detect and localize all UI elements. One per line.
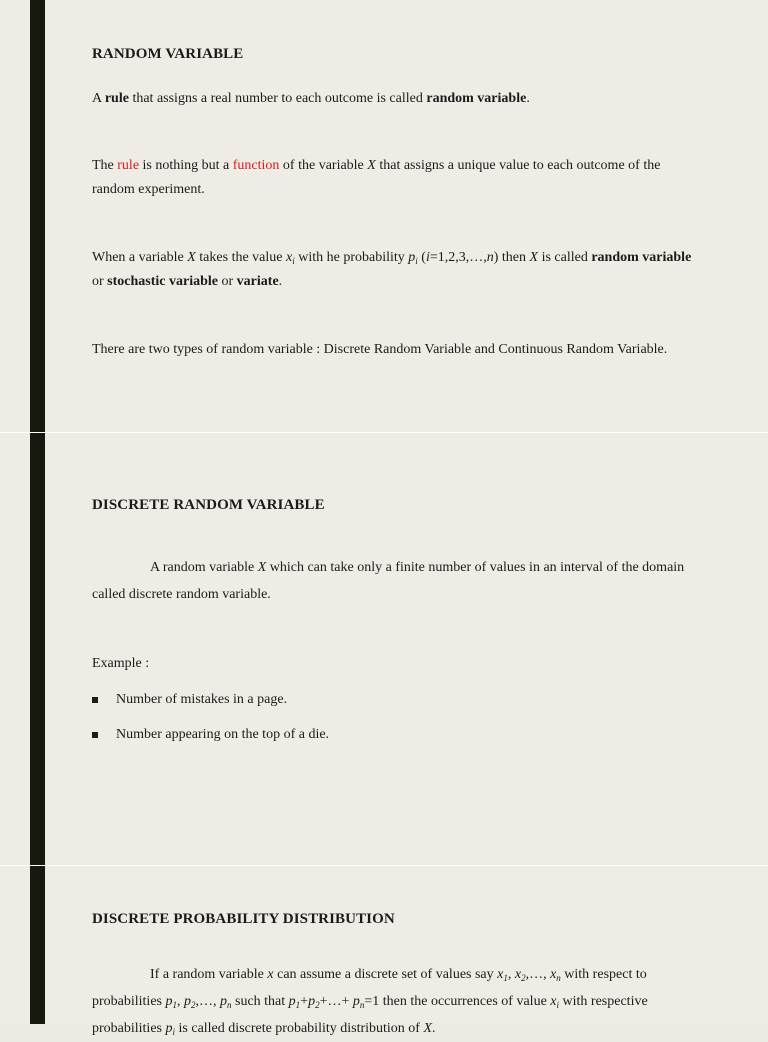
list-item: Number of mistakes in a page. [92,688,698,712]
slide-discrete-random-variable [0,433,768,865]
slide-content [92,495,698,742]
slide-accent-bar [30,0,45,432]
list-item: Number appearing on the top of a die. [92,723,698,747]
paragraph-discrete-definition: A random variable X which can take only a finite number of values in an interval of the domain called discrete random variable. [92,560,685,602]
bullet-square-icon [92,732,98,738]
slide-accent-bar [30,433,45,865]
paragraph-rule-definition: A rule that assigns a real number to each outcome is called random variable. [92,91,530,106]
slide-content [92,44,698,357]
slide-discrete-probability-distribution [0,866,768,1037]
slide-content [92,909,698,1037]
slide-heading: DISCRETE RANDOM VARIABLE [92,497,325,513]
example-label: Example : [92,656,150,671]
paragraph-two-types: There are two types of random variable : Discrete Random Variable and Continuous Random Variable. [92,342,668,357]
slide-heading: DISCRETE PROBABILITY DISTRIBUTION [92,911,395,927]
paragraph-variable-definition: When a variable X takes the value $x_i$ with he probability $p_i$ (i=1,2,3,…,n) then X is called random variable or stochastic variable or variate. [92,250,692,289]
paragraph-distribution-definition: If a random variable x can assume a discrete set of values say $x_1$, $x_2,\dots$, $x_n$ with respect to probabilities $p_1$, $p_2,\dots$, $p_n$ such that $p_1+p_2+\dots+ p_n=1$ then the occurrences of value $x_i$ with respective probabilities $p_i$ is called discrete probability distribution of X. [92,967,648,1037]
bullet-square-icon [92,697,98,703]
slide-random-variable [0,0,768,432]
paragraph-rule-function: The rule is nothing but a function of the variable X that assigns a unique value to each outcome of the random experiment. [92,158,661,197]
slide-accent-bar [30,866,45,1024]
slide-heading: RANDOM VARIABLE [92,46,244,62]
